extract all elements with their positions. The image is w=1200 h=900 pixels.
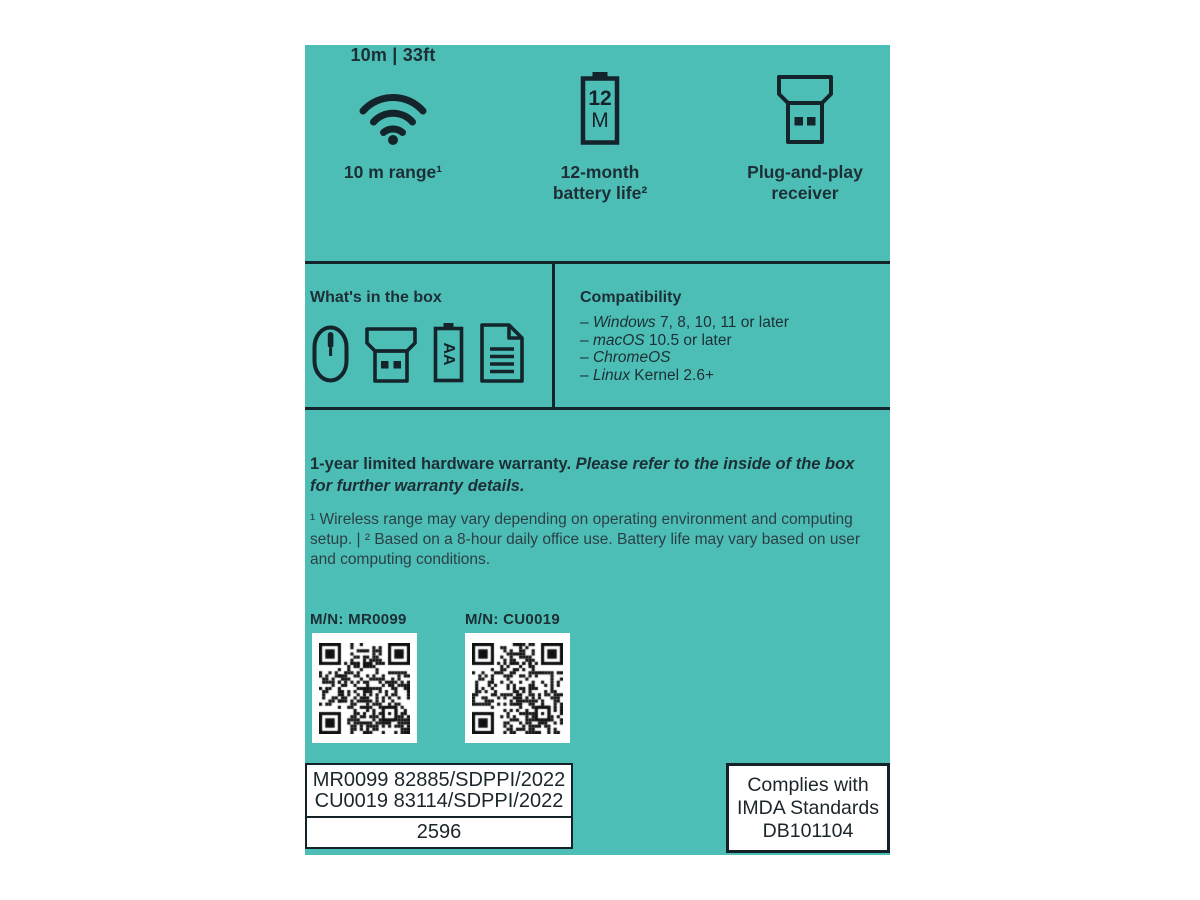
divider-bottom [305, 407, 890, 410]
footnote-text: ¹ Wireless range may vary depending on operating environment and computing setup. | ² Based on a 8-hour daily office use. Battery life may vary based on user and computing conditions. [310, 511, 860, 568]
qr-code-canvas [319, 643, 410, 734]
usb-receiver-small-icon [365, 327, 417, 383]
documentation-icon [480, 323, 524, 383]
qr-code-canvas [472, 643, 563, 734]
sdppi-line: MR0099 82885/SDPPI/2022 [312, 768, 566, 791]
feature-battery-life [520, 45, 680, 204]
divider-vertical [552, 261, 555, 410]
model-number-label-receiver: M/N: CU0019 [465, 611, 560, 628]
sdppi-line: CU0019 83114/SDPPI/2022 [314, 789, 564, 812]
sdppi-code: 2596 [416, 821, 462, 843]
battery-months-unit: M [591, 109, 609, 132]
compatibility-item: – Linux Kernel 2.6+ [580, 366, 715, 384]
battery-icon [520, 45, 680, 145]
qr-code-mouse [312, 633, 417, 743]
divider-top [305, 261, 890, 264]
compatibility-item: – Windows 7, 8, 10, 11 or later [580, 314, 789, 331]
imda-compliance-box [726, 763, 890, 853]
imda-line: Complies with [747, 773, 869, 796]
sdppi-lines [307, 765, 571, 818]
compatibility-list [580, 314, 789, 384]
warranty-text: 1-year limited hardware warranty. Please refer to the inside of the box for further warranty details. [310, 455, 855, 495]
aa-battery-icon [433, 323, 464, 383]
imda-line: DB101104 [762, 819, 854, 842]
feature-receiver [725, 45, 885, 204]
compatibility-title: Compatibility [580, 289, 682, 306]
battery-life-caption: 12-month battery life² [552, 162, 648, 203]
aa-battery-label: AA [440, 342, 457, 366]
imda-line: IMDA Standards [737, 796, 879, 819]
battery-months-value: 12 [588, 87, 612, 110]
compatibility-item: – macOS 10.5 or later [580, 331, 732, 349]
qr-code-receiver [465, 633, 570, 743]
wifi-icon [313, 67, 473, 145]
range-distance-label: 10m | 33ft [350, 45, 436, 65]
model-number-label-mouse: M/N: MR0099 [310, 611, 407, 628]
receiver-caption: Plug-and-play receiver [747, 162, 863, 203]
mouse-icon [312, 325, 349, 383]
sdppi-certification-box [305, 763, 573, 849]
whats-in-box-title: What's in the box [310, 289, 442, 306]
wireless-range-caption: 10 m range¹ [343, 162, 443, 182]
box-contents-icons [312, 321, 524, 383]
usb-receiver-icon [725, 45, 885, 145]
teal-panel [305, 45, 890, 855]
feature-wireless-range [313, 45, 473, 183]
compatibility-item: – ChromeOS [580, 349, 671, 366]
